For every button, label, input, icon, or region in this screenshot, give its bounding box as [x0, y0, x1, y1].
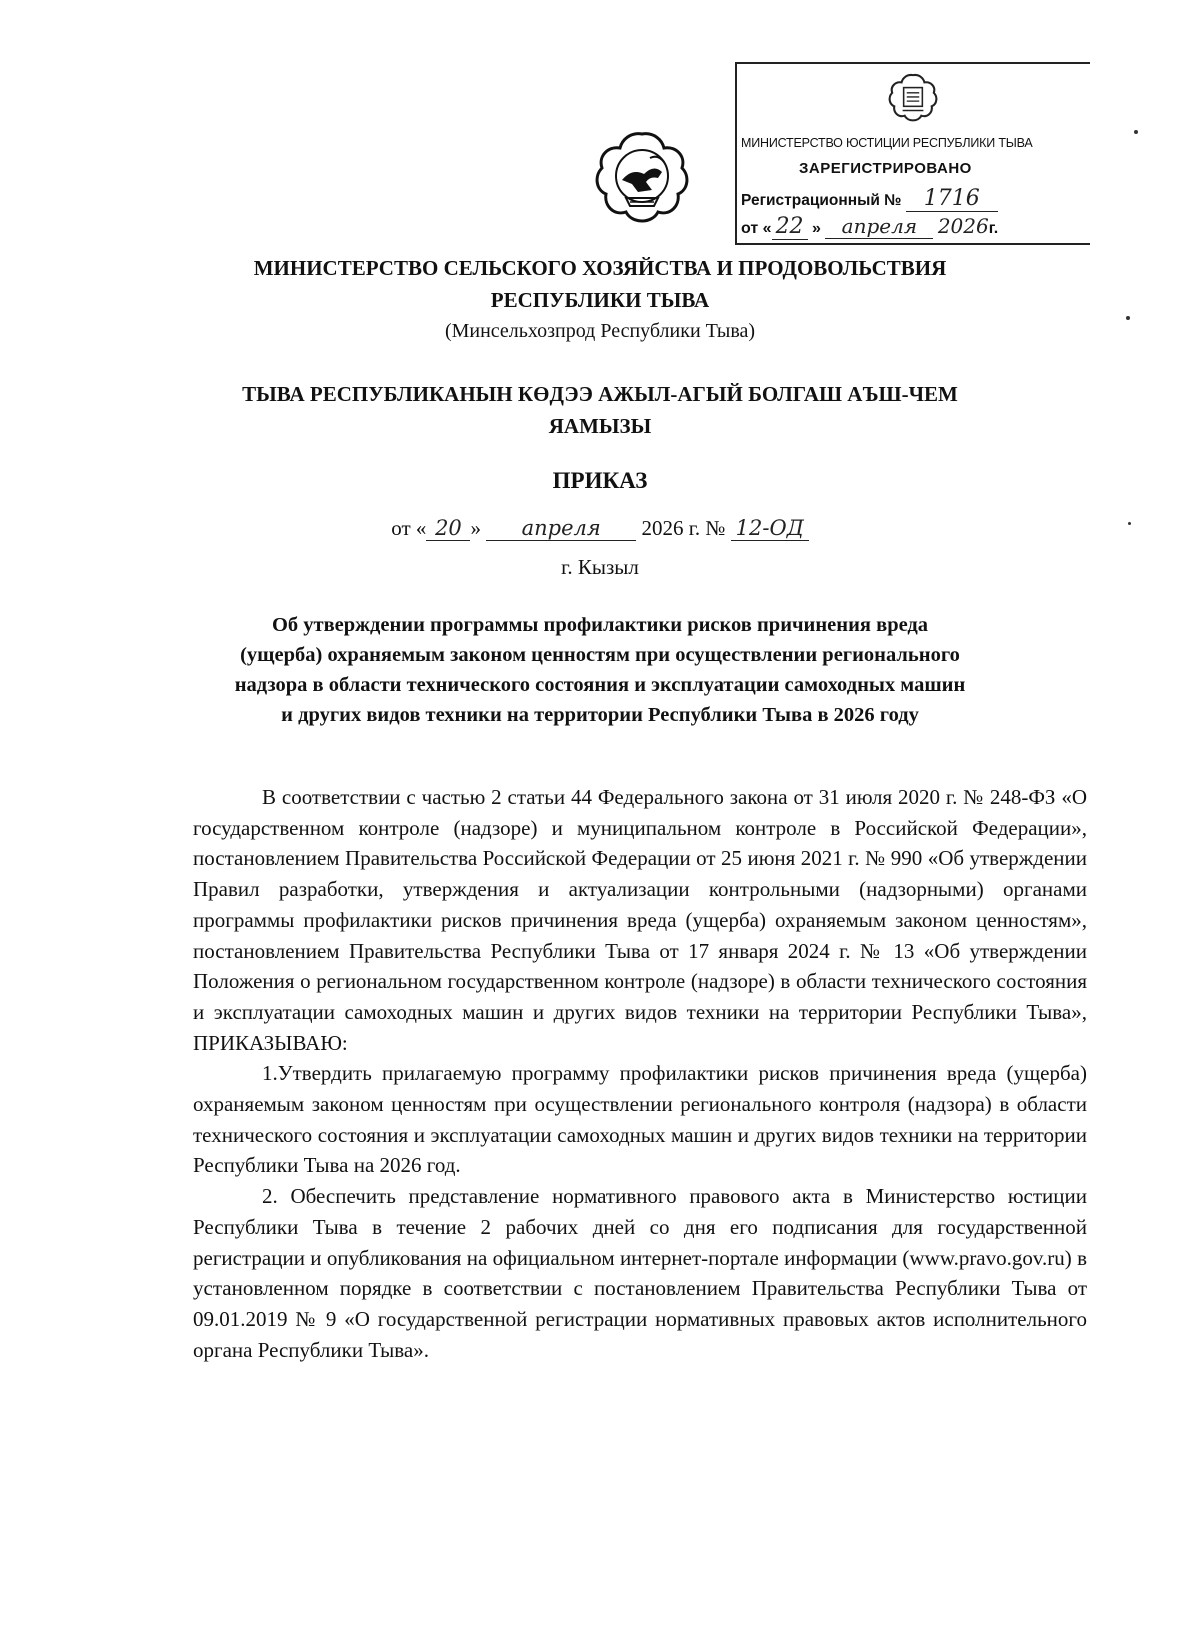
- scan-speck: [1134, 130, 1138, 134]
- stamp-registered: ЗАРЕГИСТРИРОВАНО: [799, 160, 972, 177]
- order-city: г. Кызыл: [561, 555, 639, 579]
- ministry-title-line1: МИНИСТЕРСТВО СЕЛЬСКОГО ХОЗЯЙСТВА И ПРОДОВОЛЬСТВИЯ: [253, 256, 947, 280]
- registration-stamp: [735, 62, 1090, 245]
- tuvan-title-line1: ТЫВА РЕСПУБЛИКАНЫН КӨДЭЭ АЖЫЛ-АГЫЙ БОЛГАШ АЪШ-ЧЕМ: [242, 382, 958, 406]
- stamp-date-mid: »: [812, 220, 821, 237]
- stamp-reg-number: 1716: [906, 186, 998, 212]
- order-date-mid: »: [470, 516, 481, 540]
- subject-line2: (ущерба) охраняемым законом ценностям при осуществлении регионального: [240, 644, 960, 666]
- subject-line3: надзора в области технического состояния и эксплуатации самоходных машин: [234, 674, 966, 696]
- stamp-date-day: 22: [772, 214, 808, 240]
- stamp-date-line: [741, 214, 998, 240]
- order-date-line: [0, 516, 1200, 541]
- order-body: [193, 782, 1087, 1365]
- order-day: 20: [426, 516, 470, 541]
- preamble-paragraph: В соответствии с частью 2 статьи 44 Федерального закона от 31 июля 2020 г. № 248-ФЗ «О государственном контроле (надзоре) и муниципальном контроле в Российской Федерации», постановлением Правительства Российской Федерации от 25 июня 2021 г. № 990 «Об утверждении Правил разработки, утверждения и актуализации контрольными (надзорными) органами программы профилактики рисков причинения вреда (ущерба) охраняемым законом ценностям», постановлением Правительства Республики Тыва от 17 января 2024 г. № 13 «Об утверждении Положения о региональном государственном контроле (надзоре) в области технического состояния и эксплуатации самоходных машин и других видов техники на территории Республики Тыва», ПРИКАЗЫВАЮ:: [193, 785, 1087, 1055]
- stamp-emblem-icon: [887, 72, 939, 124]
- order-title: ПРИКАЗ: [552, 468, 648, 493]
- order-month: апреля: [486, 516, 636, 541]
- order-number: 12-ОД: [731, 516, 809, 541]
- subject-line4: и других видов техники на территории Республики Тыва в 2026 году: [281, 704, 919, 726]
- item-1-paragraph: 1.Утвердить прилагаемую программу профилактики рисков причинения вреда (ущерба) охраняемым законом ценностям при осуществлении регионального контроля (надзора) в области технического состояния и эксплуатации самоходных машин и других видов техники на территории Республики Тыва на 2026 год.: [193, 1061, 1087, 1178]
- ministry-short-name: (Минсельхозпрод Республики Тыва): [444, 320, 756, 342]
- scan-speck: [1126, 316, 1130, 320]
- scan-speck: [1128, 522, 1131, 525]
- stamp-reg-number-line: [741, 186, 998, 212]
- order-year: 2026 г. №: [641, 516, 726, 540]
- tuvan-title-line2: ЯАМЫЗЫ: [548, 414, 652, 438]
- ministry-title-line2: РЕСПУБЛИКИ ТЫВА: [490, 288, 710, 312]
- stamp-date-suffix: г.: [988, 220, 999, 237]
- subject-line1: Об утверждении программы профилактики рисков причинения вреда: [271, 614, 929, 636]
- stamp-date-prefix: от «: [741, 220, 772, 237]
- stamp-ministry: МИНИСТЕРСТВО ЮСТИЦИИ РЕСПУБЛИКИ ТЫВА: [741, 136, 1033, 150]
- stamp-reg-label: Регистрационный №: [741, 192, 902, 209]
- order-date-prefix: от «: [391, 516, 427, 540]
- subject-title: [0, 610, 1200, 730]
- item-2-paragraph: 2. Обеспечить представление нормативного правового акта в Министерство юстиции Республики Тыва в течение 2 рабочих дней со дня его подписания для государственной регистрации и опубликования на официальном интернет-портале информации (www.pravo.gov.ru) в установленном порядке в соответствии с постановлением Правительства Республики Тыва от 09.01.2019 № 9 «О государственной регистрации нормативных правовых актов исполнительного органа Республики Тыва».: [193, 1184, 1087, 1362]
- stamp-date-year: 2026: [937, 214, 989, 238]
- emblem-icon: [592, 128, 692, 228]
- stamp-date-month: апреля: [825, 214, 933, 239]
